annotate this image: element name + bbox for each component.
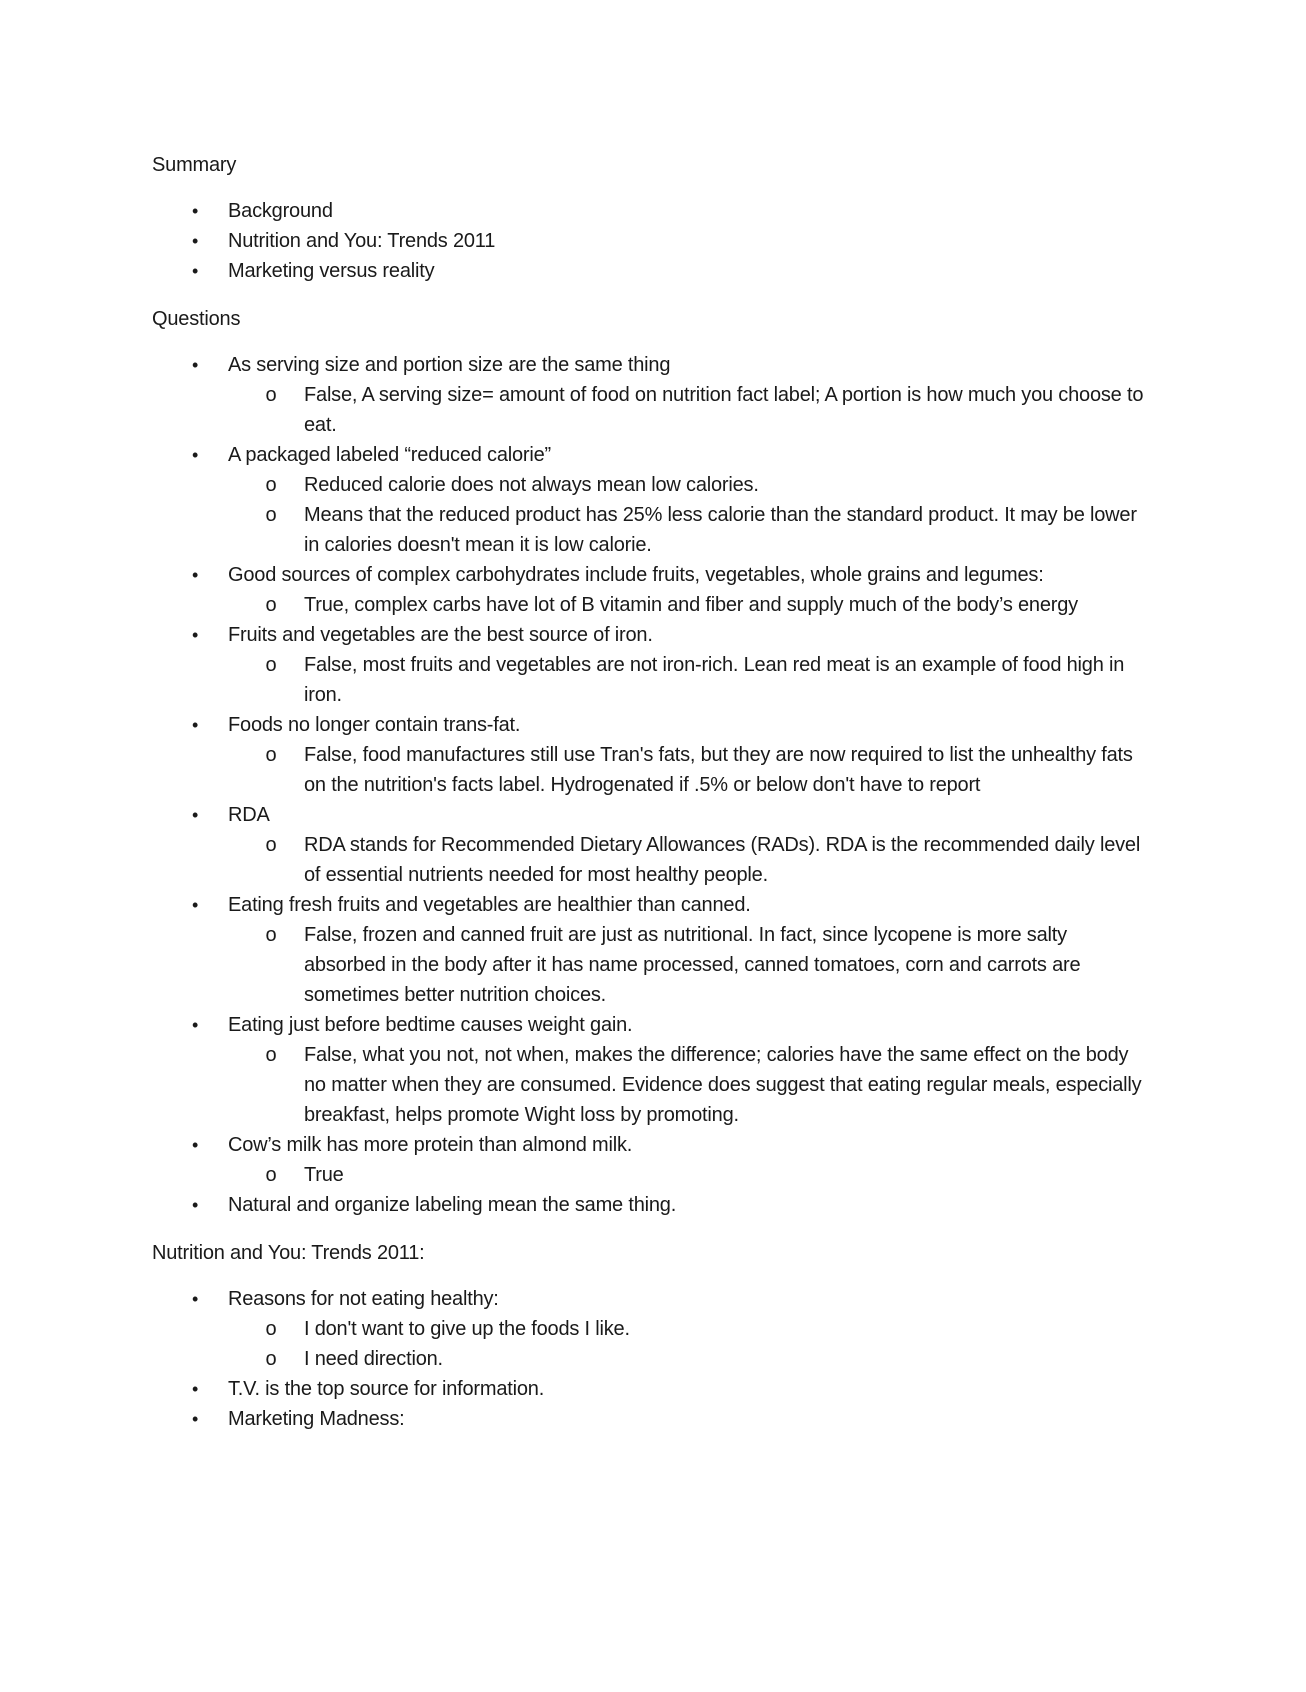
sub-list-item bbox=[228, 380, 1152, 440]
list-item bbox=[152, 1374, 1152, 1404]
list-item bbox=[152, 440, 1152, 560]
sub-list bbox=[228, 380, 1152, 440]
bullet-icon: • bbox=[191, 1289, 199, 1309]
sub-list bbox=[228, 1160, 1152, 1190]
list-item bbox=[152, 226, 1152, 256]
sub-list-item-text: True, complex carbs have lot of B vitamin and fiber and supply much of the body’s energy bbox=[304, 594, 1078, 616]
sub-list bbox=[228, 1040, 1152, 1130]
bullet-icon: • bbox=[191, 201, 199, 221]
list-item bbox=[152, 620, 1152, 710]
circle-bullet-icon: o bbox=[265, 384, 277, 406]
list-item bbox=[152, 256, 1152, 286]
circle-bullet-icon: o bbox=[265, 834, 277, 856]
list-item bbox=[152, 1190, 1152, 1220]
sub-list bbox=[228, 470, 1152, 560]
list-item bbox=[152, 800, 1152, 890]
sub-list-item-text: False, most fruits and vegetables are not iron-rich. Lean red meat is an example of food high in iron. bbox=[304, 654, 1125, 706]
sub-list-item bbox=[228, 590, 1152, 620]
list-item bbox=[152, 350, 1152, 440]
circle-bullet-icon: o bbox=[265, 1348, 277, 1370]
sub-list bbox=[228, 1314, 1152, 1374]
bullet-icon: • bbox=[191, 565, 199, 585]
list-item bbox=[152, 1284, 1152, 1374]
list-item-text: Cow’s milk has more protein than almond milk. bbox=[228, 1134, 633, 1156]
bullet-list bbox=[152, 196, 1152, 286]
sub-list-item bbox=[228, 740, 1152, 800]
sub-list-item-text: False, what you not, not when, makes the difference; calories have the same effect on the body no matter when they are consumed. Evidence does suggest that eating regular meals, especially breakfast, helps promote Wight loss by promoting. bbox=[304, 1044, 1142, 1126]
sub-list-item bbox=[228, 500, 1152, 560]
bullet-icon: • bbox=[191, 445, 199, 465]
bullet-icon: • bbox=[191, 1015, 199, 1035]
section-heading: Summary bbox=[152, 154, 237, 176]
bullet-list bbox=[152, 350, 1152, 1220]
document-body bbox=[152, 150, 1152, 1452]
bullet-icon: • bbox=[191, 895, 199, 915]
circle-bullet-icon: o bbox=[265, 1044, 277, 1066]
list-item-text: Reasons for not eating healthy: bbox=[228, 1288, 499, 1310]
list-item-text: Natural and organize labeling mean the same thing. bbox=[228, 1194, 677, 1216]
sub-list-item-text: RDA stands for Recommended Dietary Allowances (RADs). RDA is the recommended daily level of essential nutrients needed for most healthy people. bbox=[304, 834, 1141, 886]
sub-list-item-text: I don't want to give up the foods I like. bbox=[304, 1318, 630, 1340]
sub-list-item-text: I need direction. bbox=[304, 1348, 443, 1370]
bullet-icon: • bbox=[191, 1379, 199, 1399]
section-heading: Questions bbox=[152, 308, 241, 330]
circle-bullet-icon: o bbox=[265, 504, 277, 526]
circle-bullet-icon: o bbox=[265, 594, 277, 616]
sub-list-item bbox=[228, 650, 1152, 710]
sub-list-item-text: Reduced calorie does not always mean low calories. bbox=[304, 474, 759, 496]
bullet-icon: • bbox=[191, 625, 199, 645]
list-item bbox=[152, 1130, 1152, 1190]
list-item-text: Eating fresh fruits and vegetables are healthier than canned. bbox=[228, 894, 751, 916]
circle-bullet-icon: o bbox=[265, 1164, 277, 1186]
sub-list bbox=[228, 740, 1152, 800]
circle-bullet-icon: o bbox=[265, 744, 277, 766]
sub-list-item-text: False, frozen and canned fruit are just as nutritional. In fact, since lycopene is more salty absorbed in the body after it has name processed, canned tomatoes, corn and carrots are sometimes better nutrition choices. bbox=[304, 924, 1081, 1006]
bullet-icon: • bbox=[191, 1195, 199, 1215]
list-item-text: Background bbox=[228, 200, 333, 222]
bullet-icon: • bbox=[191, 1135, 199, 1155]
list-item bbox=[152, 1404, 1152, 1434]
list-item bbox=[152, 1010, 1152, 1130]
sub-list-item-text: False, A serving size= amount of food on nutrition fact label; A portion is how much you choose to eat. bbox=[304, 384, 1144, 436]
sub-list-item-text: True bbox=[304, 1164, 344, 1186]
sub-list bbox=[228, 920, 1152, 1010]
section-heading: Nutrition and You: Trends 2011: bbox=[152, 1242, 425, 1264]
list-item-text: Good sources of complex carbohydrates include fruits, vegetables, whole grains and legumes: bbox=[228, 564, 1044, 586]
sub-list-item bbox=[228, 920, 1152, 1010]
sub-list-item bbox=[228, 1160, 1152, 1190]
list-item-text: A packaged labeled “reduced calorie” bbox=[228, 444, 552, 466]
list-item-text: Marketing Madness: bbox=[228, 1408, 405, 1430]
circle-bullet-icon: o bbox=[265, 1318, 277, 1340]
bullet-icon: • bbox=[191, 355, 199, 375]
bullet-icon: • bbox=[191, 715, 199, 735]
sub-list-item bbox=[228, 470, 1152, 500]
circle-bullet-icon: o bbox=[265, 474, 277, 496]
list-item bbox=[152, 890, 1152, 1010]
list-item-text: As serving size and portion size are the same thing bbox=[228, 354, 671, 376]
circle-bullet-icon: o bbox=[265, 654, 277, 676]
bullet-icon: • bbox=[191, 261, 199, 281]
list-item-text: Foods no longer contain trans-fat. bbox=[228, 714, 521, 736]
bullet-icon: • bbox=[191, 231, 199, 251]
sub-list-item bbox=[228, 1344, 1152, 1374]
sub-list-item bbox=[228, 1040, 1152, 1130]
sub-list bbox=[228, 590, 1152, 620]
list-item bbox=[152, 560, 1152, 620]
sub-list-item-text: Means that the reduced product has 25% less calorie than the standard product. It may be lower in calories doesn't mean it is low calorie. bbox=[304, 504, 1137, 556]
list-item-text: T.V. is the top source for information. bbox=[228, 1378, 545, 1400]
sub-list-item bbox=[228, 830, 1152, 890]
circle-bullet-icon: o bbox=[265, 924, 277, 946]
sub-list bbox=[228, 830, 1152, 890]
bullet-list bbox=[152, 1284, 1152, 1434]
sub-list bbox=[228, 650, 1152, 710]
bullet-icon: • bbox=[191, 1409, 199, 1429]
list-item-text: Eating just before bedtime causes weight gain. bbox=[228, 1014, 633, 1036]
bullet-icon: • bbox=[191, 805, 199, 825]
list-item bbox=[152, 196, 1152, 226]
list-item-text: Nutrition and You: Trends 2011 bbox=[228, 230, 496, 252]
list-item-text: Marketing versus reality bbox=[228, 260, 435, 282]
list-item-text: RDA bbox=[228, 804, 270, 826]
sub-list-item-text: False, food manufactures still use Tran's fats, but they are now required to list the unhealthy fats on the nutrition's facts label. Hydrogenated if .5% or below don't have to report bbox=[304, 744, 1133, 796]
list-item bbox=[152, 710, 1152, 800]
list-item-text: Fruits and vegetables are the best source of iron. bbox=[228, 624, 653, 646]
sub-list-item bbox=[228, 1314, 1152, 1344]
